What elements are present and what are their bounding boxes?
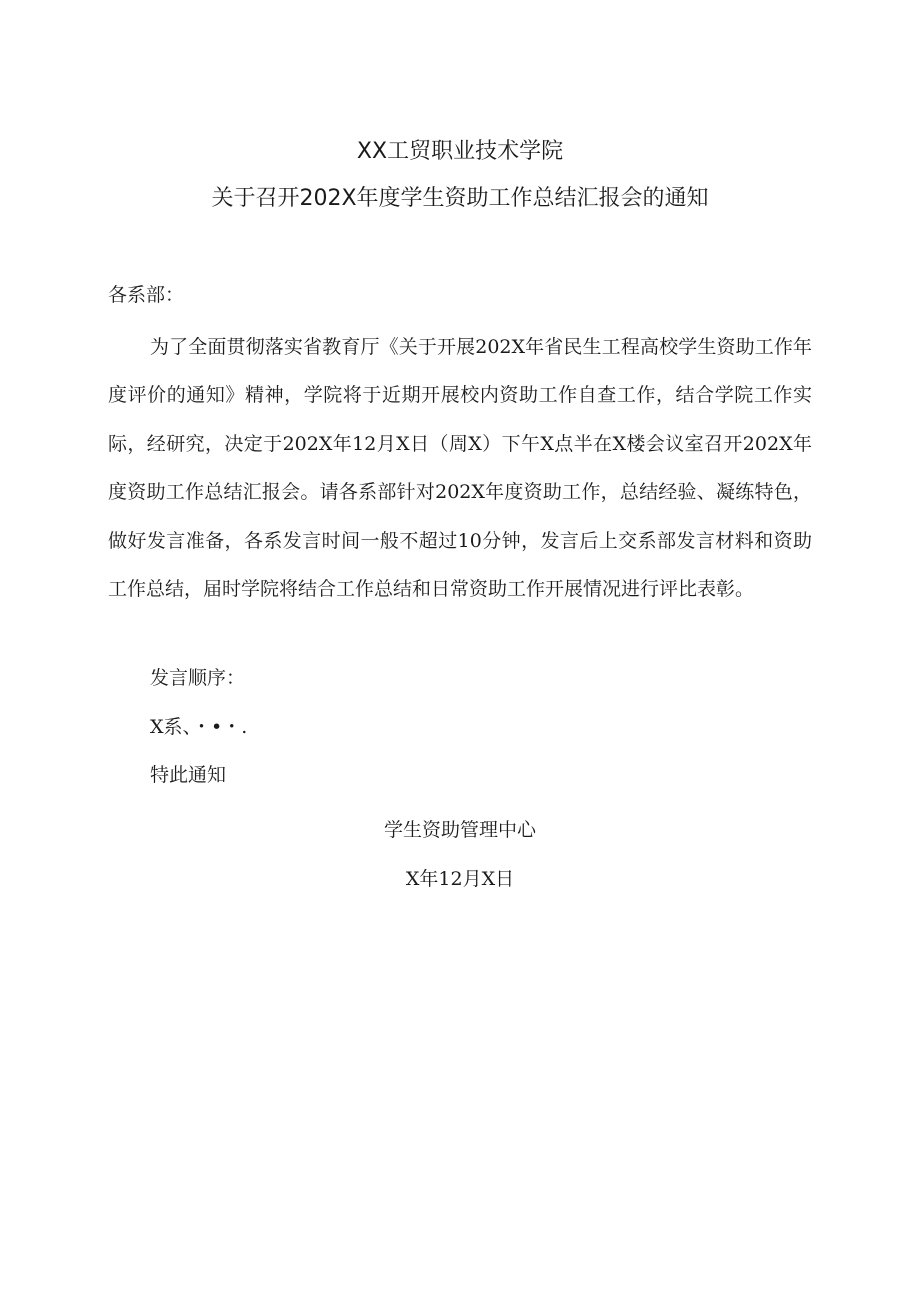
signature-date: X年12月X日	[405, 868, 515, 890]
document-title-subject: 关于召开202X年度学生资助工作总结汇报会的通知	[211, 186, 709, 211]
closing-phrase: 特此通知	[150, 764, 227, 786]
document-title-institution: XX工贸职业技术学院	[356, 139, 564, 164]
speaking-order-value: X系、・•・.	[150, 716, 248, 738]
signature-organization: 学生资助管理中心	[383, 819, 536, 841]
salutation: 各系部：	[108, 284, 185, 306]
speaking-order-label: 发言顺序：	[150, 667, 246, 689]
body-paragraph: 为了全面贯彻落实省教育厅《关于开展202X年省民生工程高校学生资助工作年度评价的通知》精神，学院将于近期开展校内资助工作自查工作，结合学院工作实际，经研究，决定于202X年12月X日（周X）下午X点半在X楼会议室召开202X年度资助工作总结汇报会。请各系部针对202X年度资助工作，总结经验、凝练特色，做好发言准备，各系发言时间一般不超过10分钟，发言后上交系部发言材料和资助工作总结，届时学院将结合工作总结和日常资助工作开展情况进行评比表彰。	[108, 336, 812, 601]
